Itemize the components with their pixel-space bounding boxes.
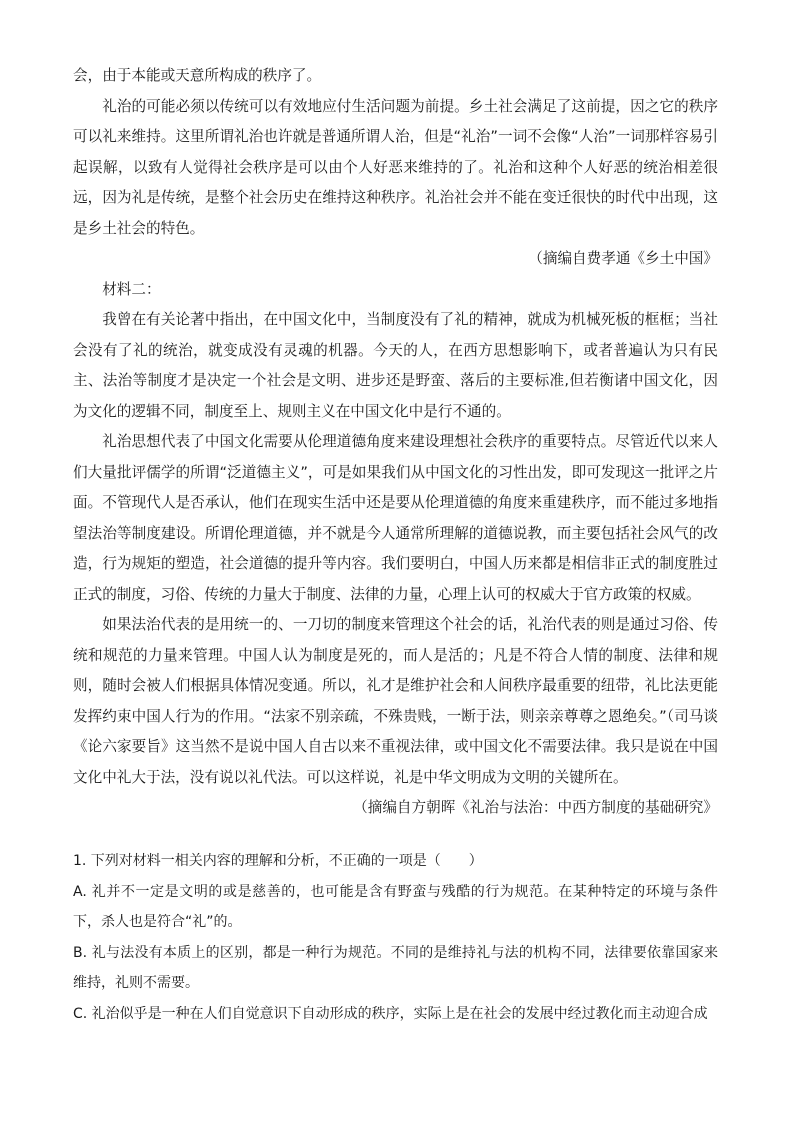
question-1-option-a: A. 礼并不一定是文明的或是慈善的，也可能是含有野蛮与残酷的行为规范。在某种特定的环境与条件下，杀人也是符合“礼”的。: [73, 883, 718, 930]
material2-paragraph-3: 如果法治代表的是用统一的、一刀切的制度来管理这个社会的话，礼治代表的则是通过习俗、传统和规范的力量来管理。中国人认为制度是死的，而人是活的；凡是不符合人情的制度、法律和规则，随时会被人们根据具体情况变通。所以，礼才是维护社会和人间秩序最重要的纽带，礼比法更能发挥约束中国人行为的作用。“法家不别亲疏，不殊贵贱，一断于法，则亲亲尊尊之恩绝矣。”（司马谈《论六家要旨》这当然不是说中国人自古以来不重视法律，或中国文化不需要法律。我只是说在中国文化中礼大于法，没有说以礼代法。可以这样说，礼是中华文明成为文明的关键所在。: [73, 616, 718, 786]
question-1-stem: 1. 下列对材料一相关内容的理解和分析，不正确的一项是（ ）: [73, 853, 483, 869]
question-1-option-c: C. 礼治似乎是一种在人们自觉意识下自动形成的秩序，实际上是在社会的发展中经过教化而主动迎合成: [73, 1005, 708, 1022]
material2-source: （摘编自方朝晖《礼治与法治：中西方制度的基础研究》: [353, 799, 718, 816]
material2-paragraph-2: 礼治思想代表了中国文化需要从伦理道德角度来建设理想社会秩序的重要特点。尽管近代以来人们大量批评儒学的所谓“泛道德主义”，可是如果我们从中国文化的习性出发，即可发现这一批评之片面。不管现代人是否承认，他们在现实生活中还是要从伦理道德的角度来重建秩序，而不能过多地指望法治等制度建设。所谓伦理道德，并不就是今人通常所理解的道德说教，而主要包括社会风气的改造，行为规矩的塑造，社会道德的提升等内容。我们要明白，中国人历来都是相信非正式的制度胜过正式的制度，习俗、传统的力量大于制度、法律的力量，心理上认可的权威大于官方政策的权威。: [73, 433, 718, 603]
material2-label: 材料二：: [102, 280, 161, 298]
material2-paragraph-1: 我曾在有关论著中指出，在中国文化中，当制度没有了礼的精神，就成为机械死板的框框；当社会没有了礼的统治，就变成没有灵魂的机器。今天的人，在西方思想影响下，或者普遍认为只有民主、法治等制度才是决定一个社会是文明、进步还是野蛮、落后的主要标准,但若衡诸中国文化，因为文化的逻辑不同，制度至上、规则主义在中国文化中是行不通的。: [73, 311, 718, 420]
material1-continuation: 会，由于本能或天意所构成的秩序了。: [73, 67, 322, 84]
question-1-option-b: B. 礼与法没有本质上的区别，都是一种行为规范。不同的是维持礼与法的机构不同，法律要依靠国家来维持，礼则不需要。: [73, 944, 718, 991]
question-1: [73, 846, 718, 1029]
material1-source: （摘编自费孝通《乡土中国》: [528, 250, 718, 267]
reading-passage: [73, 61, 718, 824]
material1-paragraph: 礼治的可能必须以传统可以有效地应付生活问题为前提。乡土社会满足了这前提，因之它的秩序可以礼来维持。这里所谓礼治也许就是普通所谓人治，但是“礼治”一词不会像“人治”一词那样容易引起误解，以致有人觉得社会秩序是可以由个人好恶来维持的了。礼治和这种个人好恶的统治相差很远，因为礼是传统，是整个社会历史在维持这种秩序。礼治社会并不能在变迁很快的时代中出现，这是乡土社会的特色。: [73, 97, 718, 237]
